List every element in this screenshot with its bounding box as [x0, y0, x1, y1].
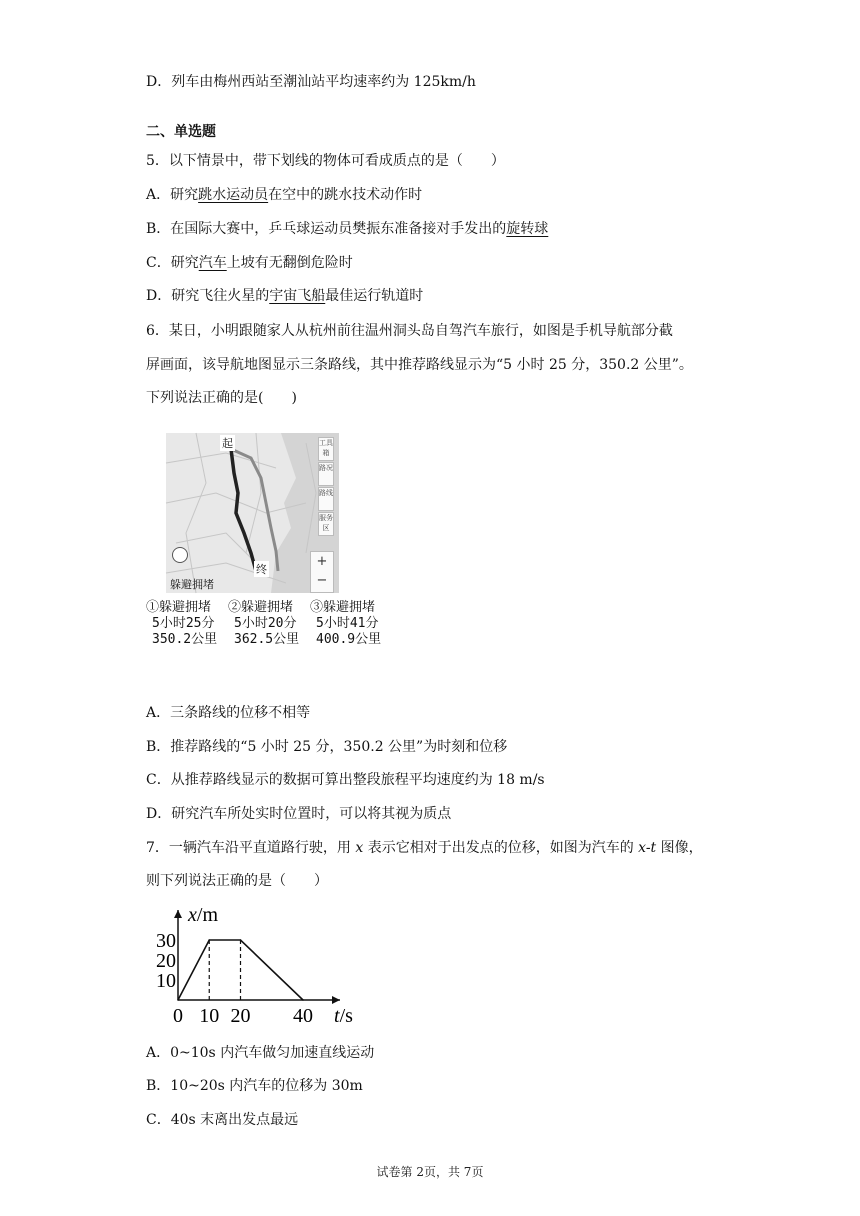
- map-bottom-label: 躲避拥堵: [170, 578, 214, 591]
- q7-option-a: A．0~10s 内汽车做匀加速直线运动: [146, 1045, 375, 1061]
- map-button-service[interactable]: 服务区: [318, 512, 334, 536]
- q6-option-b: B．推荐路线的“5 小时 25 分，350.2 公里”为时刻和位移: [146, 739, 508, 755]
- xt-point-0: [177, 999, 179, 1001]
- locate-icon[interactable]: [172, 547, 188, 563]
- route-3-distance: 400.9公里: [316, 632, 382, 647]
- route-3-time: 5小时41分: [316, 616, 379, 631]
- route-2-time: 5小时20分: [234, 616, 297, 631]
- y-tick-label-0: 10: [156, 970, 176, 992]
- x-axis-arrow-icon: [332, 996, 340, 1004]
- route-2-distance: 362.5公里: [234, 632, 300, 647]
- q5-c-underlined: 汽车: [198, 255, 227, 271]
- q5-b-underlined: 旋转球: [506, 221, 549, 237]
- page-footer: 试卷第 2页，共 7页: [376, 1165, 484, 1179]
- q7-option-b: B．10~20s 内汽车的位移为 30m: [146, 1078, 363, 1094]
- zoom-control[interactable]: [310, 551, 334, 593]
- route-1-time: 5小时25分: [152, 616, 215, 631]
- q7-option-c: C．40s 末离出发点最远: [146, 1112, 299, 1128]
- route-2: [228, 600, 308, 648]
- y-tick-label-2: 30: [156, 930, 176, 952]
- q5-d-suffix: 最佳运行轨道时: [325, 288, 424, 304]
- route-3-name: ③躲避拥堵: [310, 600, 376, 615]
- q5-d-prefix: D．研究飞往火星的: [146, 288, 270, 304]
- navigation-map: [166, 433, 339, 593]
- q5-option-c: [146, 253, 353, 273]
- map-button-toolbox[interactable]: 工具箱: [318, 437, 334, 461]
- route-1-name: ①躲避拥堵: [146, 600, 212, 615]
- q6-stem-line-3: 下列说法正确的是( ): [146, 390, 297, 406]
- route-2-name: ②躲避拥堵: [228, 600, 294, 615]
- q7-stem-part-2: 表示它相对于出发点的位移，如图为汽车的: [363, 840, 639, 856]
- xt-point-2: [240, 939, 242, 941]
- q7-stem-var-xt: x-t: [638, 840, 657, 856]
- x-tick-label-1: 10: [199, 1005, 220, 1027]
- q5-stem: 5．以下情景中，带下划线的物体可看成质点的是（ ）: [146, 153, 505, 169]
- route-3: [310, 600, 390, 648]
- zoom-out-button[interactable]: −: [316, 573, 328, 588]
- q7-stem-line-1: [146, 838, 703, 858]
- q6-stem-line-2: 屏画面，该导航地图显示三条路线，其中推荐路线显示为“5 小时 25 分，350.2 公里”。: [146, 357, 693, 373]
- q6-option-a: A．三条路线的位移不相等: [146, 705, 311, 721]
- y-axis-arrow-icon: [174, 910, 182, 918]
- route-1-distance: 350.2公里: [152, 632, 218, 647]
- q5-c-prefix: C．研究: [146, 255, 199, 271]
- q5-a-prefix: A．研究: [146, 187, 199, 203]
- q6-stem-line-1: 6．某日，小明跟随家人从杭州前往温州洞头岛自驾汽车旅行，如图是手机导航部分截: [146, 323, 673, 339]
- q5-option-a: [146, 185, 422, 205]
- q5-option-d: [146, 286, 423, 306]
- xt-point-3: [302, 999, 304, 1001]
- section-title: 二、单选题: [146, 124, 216, 140]
- q5-option-b: [146, 219, 548, 239]
- x-tick-label-2: 20: [230, 1005, 251, 1027]
- xt-graph-svg: [156, 904, 358, 1030]
- xt-graph: [156, 904, 358, 1034]
- q7-stem-var-x: x: [355, 840, 364, 856]
- q5-c-suffix: 上坡有无翻倒危险时: [226, 255, 353, 271]
- route-1: [146, 600, 226, 648]
- q7-stem-part-3: 图像，: [656, 840, 703, 856]
- q5-a-underlined: 跳水运动员: [198, 187, 269, 203]
- map-button-traffic[interactable]: 路况: [318, 462, 334, 486]
- xt-point-1: [208, 939, 210, 941]
- map-button-route[interactable]: 路线: [318, 487, 334, 511]
- q7-stem-part-1: 7．一辆汽车沿平直道路行驶，用: [146, 840, 356, 856]
- q6-option-c: C．从推荐路线显示的数据可算出整段旅程平均速度约为 18 m/s: [146, 772, 545, 788]
- x-tick-label-3: 40: [293, 1005, 313, 1027]
- q6-option-d: D．研究汽车所处实时位置时，可以将其视为质点: [146, 806, 452, 822]
- q5-b-prefix: B．在国际大赛中，乒乓球运动员樊振东准备接对手发出的: [146, 221, 507, 237]
- zoom-in-button[interactable]: +: [316, 554, 328, 569]
- q4-option-d: D．列车由梅州西站至潮汕站平均速率约为 125km/h: [146, 74, 476, 90]
- x-axis-label: t/s: [334, 1005, 353, 1027]
- q5-d-underlined: 宇宙飞船: [269, 288, 326, 304]
- end-marker: 终: [256, 563, 267, 576]
- y-tick-label-1: 20: [156, 950, 176, 972]
- q7-stem-line-2: 则下列说法正确的是（ ）: [146, 873, 328, 889]
- y-axis-label: x/m: [188, 904, 219, 926]
- q5-a-suffix: 在空中的跳水技术动作时: [268, 187, 423, 203]
- start-marker: 起: [222, 437, 233, 450]
- x-tick-label-0: 0: [173, 1005, 183, 1027]
